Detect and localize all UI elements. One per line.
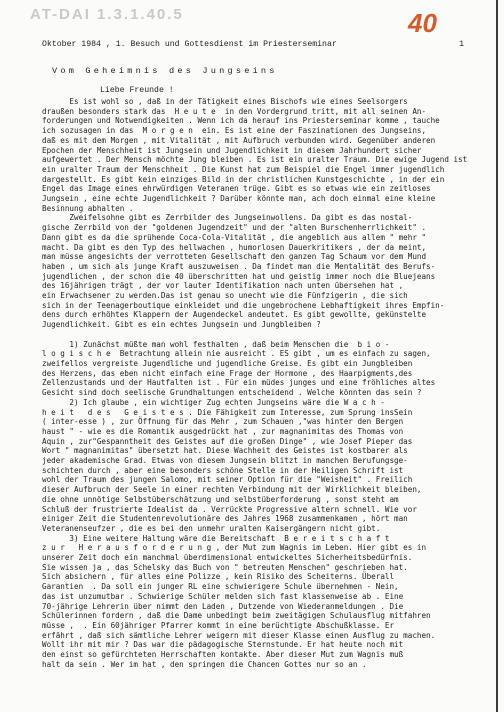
- body-line: schichten durch , aber eine besonders schöne Stelle in der Heiligen Schrift ist: [42, 465, 404, 475]
- archive-code: AT-DAI 1.3.1.40.5: [30, 6, 184, 23]
- body-line: den einst so gefürchteten Herrschaften kontakte. Aber dieser Mut zum Wagnis muß: [42, 650, 404, 660]
- body-line: des 16jährigen trägt , der vor lauter Identifikation nach unten übersehen hat ,: [42, 281, 404, 291]
- body-line: Jugendlichkeit. Gibt es ein echtes Jungsein und Jungbleiben ?: [42, 320, 321, 330]
- body-line: ein Erwachsener zu werden.Das ist genau so unecht wie die Fünfzigerin , die sich: [42, 291, 408, 301]
- body-line: Aquin , zur"Gespanntheit des Geistes auf die großen Dinge" , wie Josef Pieper das: [42, 436, 413, 446]
- body-text: [42, 97, 482, 669]
- scan-edge: [496, 0, 498, 712]
- page-number: 1: [459, 40, 464, 49]
- body-line: des Herzens, das eben nicht einfach eine Frage der Hormone , des Haarpigments,des: [42, 368, 413, 378]
- body-line: forderungen und Notwendigkeiten . Wenn ich da herauf ins Priesterseminar komme , tauche: [42, 116, 440, 126]
- body-line: einiger Zeit die Studentenrevolutionäre des Jahres 1968 zusammenkamen , hört man: [42, 514, 408, 524]
- document-title: Vom Geheimnis des Jungseins: [52, 66, 278, 76]
- body-line: das ist unzumutbar . Schwierige Schüler melden sich fast klassenweise ab . Eine: [42, 591, 404, 601]
- body-line: Epochen der Menschheit ist Jungsein und Jugendlichkeit in diesem Jahrhundert sicher: [42, 145, 422, 155]
- body-line: 3) Eine weitere Haltung wäre die Bereitschaft B e r e i t s c h a f t: [42, 533, 390, 543]
- body-line: halt da sein . Wer im hat , den springen die Chancen Gottes nur so an .: [42, 659, 367, 669]
- body-line: gische Zerrbild von der "goldenen Jugendzeit" und der "alten Burschenherrlichkeit" .: [42, 223, 427, 233]
- body-line: ein uralter Traum der Menschheit . Die Kunst hat zum Beispiel die Engel immer jugendlich: [42, 164, 445, 174]
- body-line: man müsse angesichts der verrotteten Gesellschaft den ganzen Tag Schaum vor dem Mund: [42, 252, 427, 262]
- body-line: jugendlichen , der schon die 40 überschritten hat und geistig immer noch die Bluejeans: [42, 271, 436, 281]
- body-line: haben , um sich als junge Kraft auszuweisen . Da findet man die Mentalität des Berufs-: [42, 261, 436, 271]
- body-line: Garantien . Da soll ein junger RL eine schwierigere Schule übernehmen - Nein,: [42, 582, 399, 592]
- body-line: Wollt ihr mit mir ? Das war die pädagogische Sternstunde. Er hat heute noch mit: [42, 640, 404, 650]
- body-line: jeder akademische Grad. Etwas von diesem Jungsein blitzt in manchen Berufungsge-: [42, 456, 408, 466]
- body-line: Jungsein , eine echte Jugendlichkeit ? Darüber könnte man, ach doch einmal eine kleine: [42, 194, 436, 204]
- body-line: Veteranenseufzer , die es bei den unmehr uralten Kaisergängern nicht gibt.: [42, 523, 381, 533]
- body-line: zweifellos vergreiste Jugendliche und jugendliche Greise. Es gibt ein Jungbleiben: [42, 358, 413, 368]
- body-line: erfährt , daß sich sämtliche Lehrer weigern mit dieser Klasse einen Ausflug zu machen.: [42, 630, 436, 640]
- body-line: Gesicht sind doch seelische Grundhaltungen entscheidend . Welche könnten das sein ?: [42, 388, 422, 398]
- body-line: Schülerinnen fordern , daß die Dame unbedingt beim zweitägigen Schulausflug mitfahren: [42, 611, 431, 621]
- body-line: Besinnung abhalten .: [42, 203, 134, 213]
- salutation: Liebe Freunde !: [100, 86, 174, 95]
- body-line: Sich absichern , für alles eine Polizze , kein Risiko des Scheiterns. Überall: [42, 572, 395, 582]
- body-line: ich sozusagen in das M o r g e n ein. Es ist eine der Faszinationen des Jungseins,: [42, 126, 427, 136]
- body-line: Schluß der frustrierte Idealist da . Verrückte Progressive altern schnell. Wie vor: [42, 504, 417, 514]
- body-line: Es ist wohl so , daß in der Tätigkeit eines Bischofs wie eines Seelsorgers: [42, 97, 408, 106]
- body-line: l o g i s c h e Betrachtung allein nie ausreicht . ES gibt , um es einfach zu sagen,: [42, 349, 431, 359]
- body-line: haust " - wie es die Romantik ausgedrückt hat , zur magnanimitas des Thomas von: [42, 426, 404, 436]
- body-line: aufgewertet . Der Mensch möchte Jung bleiben . Es ist ein uralter Traum. Die ewige Jugend ist: [42, 155, 468, 165]
- body-line: Wort " magnanimitas" übersetzt hat. Diese Wachheit des Geistes ist kostbarer als: [42, 446, 408, 456]
- body-line: daß es mit dem Morgen , mit Vitalität , mit Aufbruch verbunden wird. Gegenüber anderen: [42, 135, 436, 145]
- body-line: ( inter-esse ) , zur Öffnung für das Mehr , zum Schauen ,"was hinter den Bergen: [42, 417, 404, 427]
- body-line: macht. Da gibt es den Typ des hellwachen , humorlosen Dauerkritikers , der da meint,: [42, 242, 427, 252]
- body-line: dens durch erhöhtes Klappern der Augendeckel andeutet. Es gibt gewollte, gekünstelte: [42, 310, 427, 320]
- body-line: Sie wissen ja , das Schelsky das Buch von " betreuten Menschen" geschrieben hat.: [42, 562, 408, 572]
- body-line: Engel das Image eines ehrwürdigen Veteranen trüge. Gibt es so etwas wie ein zeitloses: [42, 184, 431, 194]
- body-line: dargestellt. Es gibt kein einziges Bild in der christlichen Kunstgeschichte , in der ein: [42, 174, 445, 184]
- header-text: Oktober 1984 , 1. Besuch und Gottesdienst im Priesterseminar: [42, 40, 337, 49]
- body-line: müsse , . Ein 60jähriger Pfarrer kommt in eine berüchtigte Abschußklasse. Er: [42, 620, 395, 630]
- body-line: Dann gibt es da die sprühende Coca-Cola-Vitalität , die angeblich aus allem " mehr ": [42, 232, 427, 242]
- body-line: die ohne unnötige Selbstüberschätzung und selbstüberforderung , sonst steht am: [42, 494, 399, 504]
- body-line: dieser Aufbruch der Seele in einer rechten Verbindung mit der Wirklichkeit bleiben,: [42, 485, 422, 495]
- body-line: 1) Zunächst müßte man wohl festhalten , daß beim Menschen die b i o -: [42, 339, 390, 349]
- body-line: 70-jährige Lehrerin über nimmt den Laden , Dutzende von Wiederanmeldungen . Die: [42, 601, 404, 611]
- body-line: h e i t d e s G e i s t e s . Die Fähigkeit zum Interesse, zum Sprung insSein: [42, 407, 413, 417]
- body-line: unserer Zeit doch ein manchmal überdimensional entwickeltes Sicherheitsbedürfnis.: [42, 553, 413, 563]
- page-stamp: 40: [408, 8, 437, 38]
- body-line: sich in der Teenagerboutique einkleidet und die ungebrochene Lebhaftigkeit ihres Empfin-: [42, 300, 445, 310]
- body-line: Zellenzustands und der Hautfalten ist . Für ein müdes junges und eine fröhliches altes: [42, 378, 436, 388]
- document-header: [42, 40, 464, 49]
- body-line: 2) Ich glaube , ein wichtiger Zug echten Jungseins wäre die W a c h -: [42, 397, 385, 407]
- body-line: draußen besonders stark das H e u t e in den Vordergrund tritt, mit all seinen An-: [42, 106, 427, 116]
- body-line: Zweifelsohne gibt es Zerrbilder des Jungseinwollens. Da gibt es das nostal-: [42, 213, 413, 223]
- body-line: wohl der Traum des jungen Salomo, mit seiner Option für die "Weisheit" . Freilich: [42, 475, 413, 485]
- body-line: z u r H e r a u s f o r d e r u n g , der Mut zum Wagnis im Leben. Hier gibt es in: [42, 543, 427, 553]
